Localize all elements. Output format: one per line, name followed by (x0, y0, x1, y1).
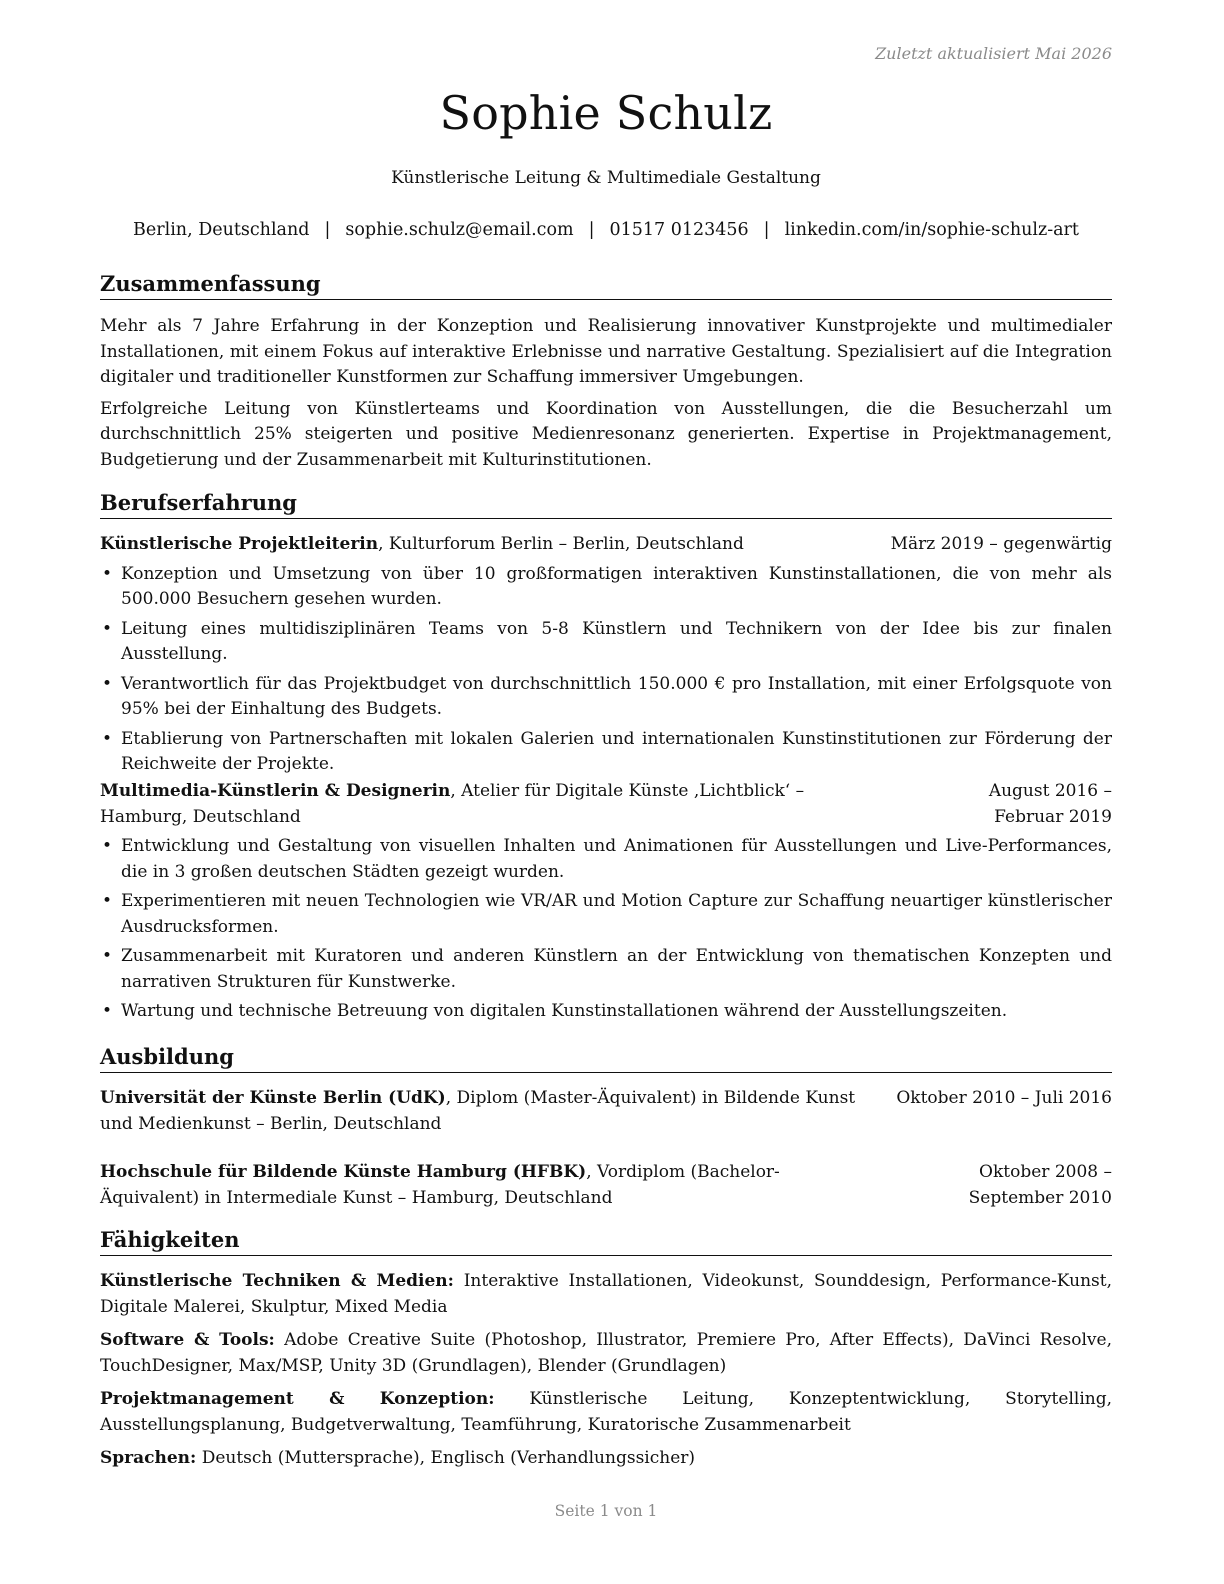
job-entry (100, 779, 1112, 1029)
contact-separator: | (763, 220, 770, 240)
skill-value: Interaktive Installationen, Videokunst, Sounddesign, Performance-Kunst, Digitale Malerei, Skulptur, Mixed Media (100, 1271, 1112, 1317)
contact-separator: | (324, 220, 331, 240)
contact-phone[interactable]: 01517 0123456 (609, 220, 749, 240)
contact-linkedin[interactable]: linkedin.com/in/sophie-schulz-art (784, 220, 1079, 240)
section-title-summary: Zusammenfassung (100, 270, 1112, 300)
list-item: • Experimentieren mit neuen Technologien wie VR/AR und Motion Capture zur Schaffung neuartiger künstlerischer Ausdrucksformen. (100, 889, 1112, 940)
contact-separator: | (588, 220, 595, 240)
education-header (100, 1086, 1112, 1137)
skill-label: Projektmanagement & Konzeption: (100, 1389, 495, 1409)
education-detail: , Diplom (Master-Äquivalent) in Bildende Kunst und Medienkunst – Berlin, Deutschland (100, 1088, 856, 1134)
skill-value: Deutsch (Muttersprache), Englisch (Verhandlungssicher) (196, 1448, 696, 1468)
job-bullets (100, 562, 1112, 778)
page-number: Seite 1 von 1 (554, 1502, 658, 1520)
section-title-skills: Fähigkeiten (100, 1226, 1112, 1256)
job-header (100, 532, 1112, 558)
list-item: • Leitung eines multidisziplinären Teams von 5-8 Künstlern und Technikern von der Idee bis zur finalen Ausstellung. (100, 617, 1112, 668)
education-dates: Oktober 2008 – September 2010 (968, 1162, 1112, 1208)
job-title-line (100, 779, 890, 830)
education-title-line (100, 1086, 880, 1137)
headline: Künstlerische Leitung & Multimediale Gestaltung (391, 168, 821, 188)
job-header (100, 779, 1112, 830)
contact-location: Berlin, Deutschland (133, 220, 310, 240)
job-dates: August 2016 – Februar 2019 (988, 781, 1112, 827)
skill-value: Adobe Creative Suite (Photoshop, Illustrator, Premiere Pro, After Effects), DaVinci Resolve, TouchDesigner, Max/MSP, Unity 3D (Grundlagen), Blender (Grundlagen) (100, 1330, 1112, 1376)
last-updated: Zuletzt aktualisiert Mai 2026 (875, 44, 1112, 63)
list-item: • Verantwortlich für das Projektbudget von durchschnittlich 150.000 € pro Installation, mit einer Erfolgsquote von 95% bei der Einhaltung des Budgets. (100, 672, 1112, 723)
job-entry (100, 532, 1112, 782)
job-role: Künstlerische Projektleiterin (100, 534, 379, 554)
skill-label: Sprachen: (100, 1448, 197, 1468)
section-title-experience: Berufserfahrung (100, 489, 1112, 519)
skill-label: Künstlerische Techniken & Medien: (100, 1271, 454, 1291)
education-title-line (100, 1160, 866, 1211)
skill-value: Künstlerische Leitung, Konzeptentwicklung, Storytelling, Ausstellungsplanung, Budgetverwaltung, Teamführung, Kuratorische Zusammenarbeit (100, 1389, 1113, 1435)
education-dates: Oktober 2010 – Juli 2016 (896, 1088, 1112, 1108)
list-item: • Entwicklung und Gestaltung von visuellen Inhalten und Animationen für Ausstellungen und Live-Performances, die in 3 großen deutschen Städten gezeigt wurden. (100, 834, 1112, 885)
skill-group (100, 1446, 1112, 1472)
list-item: • Konzeption und Umsetzung von über 10 großformatigen interaktiven Kunstinstallationen, die von mehr als 500.000 Besuchern gesehen wurden. (100, 562, 1112, 613)
summary-paragraph: Mehr als 7 Jahre Erfahrung in der Konzeption und Realisierung innovativer Kunstprojekte und multimedialer Installationen, mit einem Fokus auf interaktive Erlebnisse und narrative Gestaltung. Spezialisiert auf die Integration digitaler und traditioneller Kunstformen zur Schaffung immersiver Umgebungen. (100, 316, 1112, 387)
person-name: Sophie Schulz (439, 86, 773, 140)
list-item: • Zusammenarbeit mit Kuratoren und anderen Künstlern an der Entwicklung von thematischen Konzepten und narrativen Strukturen für Kunstwerke. (100, 944, 1112, 995)
education-school: Hochschule für Bildende Künste Hamburg (HFBK) (100, 1162, 587, 1182)
list-item: • Etablierung von Partnerschaften mit lokalen Galerien und internationalen Kunstinstitutionen zur Förderung der Reichweite der Projekte. (100, 727, 1112, 778)
job-org: , Atelier für Digitale Künste ‚Lichtblick‘ – Hamburg, Deutschland (100, 781, 805, 827)
skill-label: Software & Tools: (100, 1330, 275, 1350)
summary-section (100, 314, 1112, 479)
skill-group (100, 1328, 1112, 1379)
education-detail: , Vordiplom (Bachelor-Äquivalent) in Intermediale Kunst – Hamburg, Deutschland (100, 1162, 780, 1208)
education-school: Universität der Künste Berlin (UdK) (100, 1088, 446, 1108)
education-entry (100, 1160, 1112, 1211)
job-title-line (100, 532, 875, 558)
job-bullets (100, 834, 1112, 1025)
job-dates: März 2019 – gegenwärtig (890, 534, 1112, 554)
summary-paragraph: Erfolgreiche Leitung von Künstlerteams und Koordination von Ausstellungen, die die Besucherzahl um durchschnittlich 25% steigerten und positive Medienresonanz generierten. Expertise in Projektmanagement, Budgetierung und der Zusammenarbeit mit Kulturinstitutionen. (100, 398, 1112, 470)
contact-email[interactable]: sophie.schulz@email.com (345, 220, 574, 240)
section-title-education: Ausbildung (100, 1043, 1112, 1073)
skill-group (100, 1387, 1112, 1438)
list-item: • Wartung und technische Betreuung von digitalen Kunstinstallationen während der Ausstellungszeiten. (100, 999, 1112, 1025)
skill-group (100, 1269, 1112, 1320)
resume-page (100, 0, 1112, 1584)
education-entry (100, 1086, 1112, 1137)
education-header (100, 1160, 1112, 1211)
job-role: Multimedia-Künstlerin & Designerin (100, 781, 451, 801)
contact-line (100, 220, 1112, 240)
skills-section (100, 1269, 1112, 1480)
job-org: , Kulturforum Berlin – Berlin, Deutschland (378, 534, 744, 554)
